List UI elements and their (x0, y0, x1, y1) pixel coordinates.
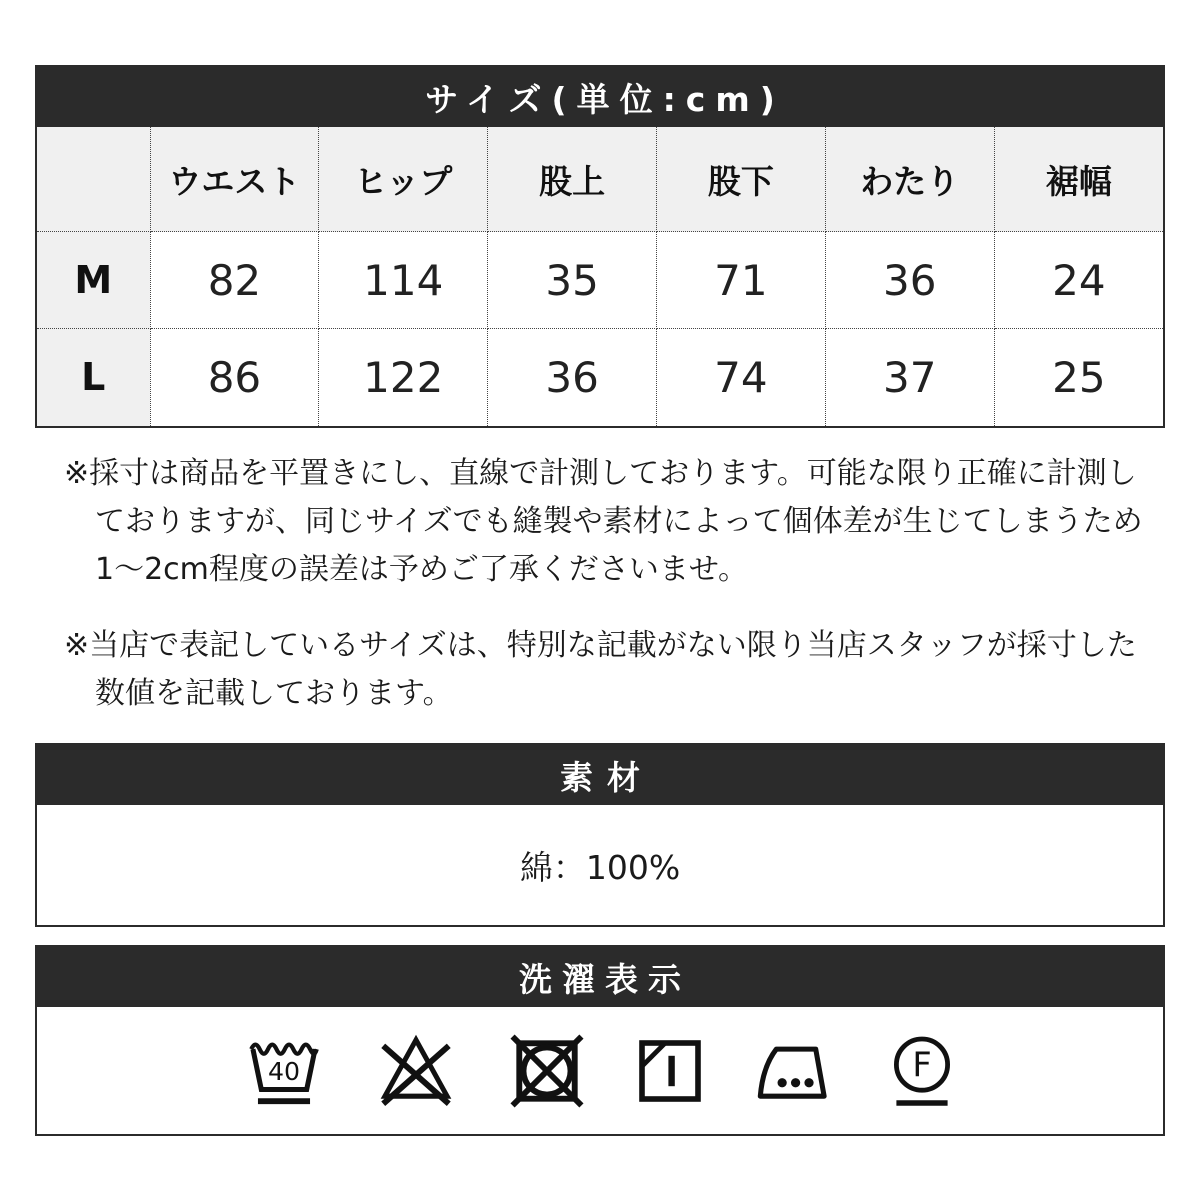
size-value: 25 (994, 329, 1163, 426)
size-label: M (37, 232, 150, 329)
size-value: 86 (150, 329, 319, 426)
material-value: 綿：100% (519, 847, 681, 887)
washing-title-bar (37, 947, 1163, 1007)
do-not-bleach-icon (368, 1029, 464, 1113)
do-not-tumble-dry-icon (502, 1029, 592, 1113)
size-table-title-bar (37, 67, 1163, 127)
size-value: 71 (656, 232, 825, 329)
size-value: 82 (150, 232, 319, 329)
dry-clean-petroleum-mild-icon (882, 1029, 962, 1113)
size-table-section (35, 65, 1165, 428)
line-dry-in-shade-icon (630, 1029, 710, 1113)
column-header-waist: ウエスト (150, 127, 319, 232)
note-line: 1〜2cm程度の誤差は予めご了承くださいませ。 (95, 552, 748, 587)
washing-icons-row (37, 1007, 1163, 1134)
size-value: 36 (488, 329, 657, 426)
note-line: ※当店で表記しているサイズは、特別な記載がない限り当店スタッフが採寸した (64, 628, 1137, 663)
size-table-title: サイズ(単位:cm) (425, 79, 785, 119)
column-header-inseam: 股下 (656, 127, 825, 232)
note-line: ※採寸は商品を平置きにし、直線で計測しております。可能な限り正確に計測し (64, 456, 1137, 491)
wash-temp-label: 40 (267, 1056, 301, 1086)
size-value: 35 (488, 232, 657, 329)
column-header-rise: 股上 (488, 127, 657, 232)
size-value: 24 (994, 232, 1163, 329)
material-title: 素材 (560, 757, 654, 797)
size-table (37, 127, 1163, 426)
size-value: 37 (825, 329, 994, 426)
iron-high-icon (748, 1029, 844, 1113)
column-header-hem: 裾幅 (994, 127, 1163, 232)
size-value: 122 (319, 329, 488, 426)
note-staff-measured (64, 622, 1154, 718)
material-title-bar (37, 745, 1163, 805)
size-row-l (37, 329, 1163, 426)
size-table-corner-cell (37, 127, 150, 232)
washing-title: 洗濯表示 (519, 959, 691, 999)
note-measurement (64, 450, 1154, 594)
size-table-header-row (37, 127, 1163, 232)
note-line: 数値を記載しております。 (95, 676, 453, 711)
size-row-m (37, 232, 1163, 329)
dry-clean-letter: F (912, 1045, 932, 1085)
notes-block (64, 450, 1154, 718)
column-header-thigh: わたり (825, 127, 994, 232)
washing-section (35, 945, 1165, 1136)
size-value: 114 (319, 232, 488, 329)
material-section (35, 743, 1165, 927)
size-label: L (37, 329, 150, 426)
material-body (37, 805, 1163, 925)
note-line: ておりますが、同じサイズでも縫製や素材によって個体差が生じてしまうため (95, 504, 1143, 539)
column-header-hip: ヒップ (319, 127, 488, 232)
size-value: 74 (656, 329, 825, 426)
wash-40-mild-icon (238, 1029, 330, 1113)
size-value: 36 (825, 232, 994, 329)
